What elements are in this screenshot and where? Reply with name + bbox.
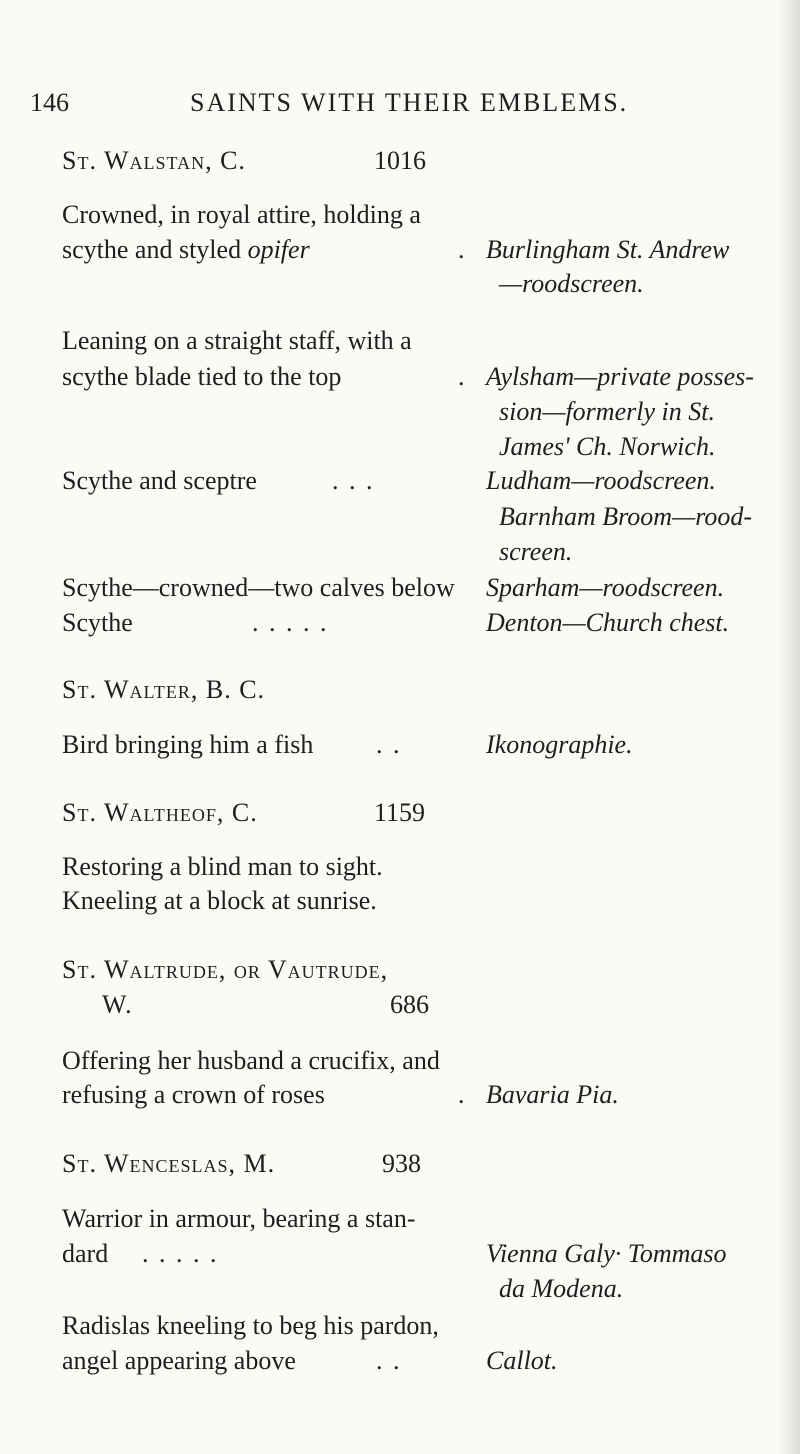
leader-dots: . [458, 235, 465, 264]
page-number: 146 [30, 88, 69, 117]
source-line: screen. [499, 537, 573, 566]
page-header [30, 88, 750, 128]
saint-year-waltheof: 1159 [374, 798, 426, 827]
emblem-line: Kneeling at a block at sunrise. [62, 886, 377, 915]
running-title: SAINTS WITH THEIR EMBLEMS. [190, 88, 629, 117]
emblem-line: Radislas kneeling to beg his pardon, [62, 1311, 439, 1340]
leader-dots: . [458, 362, 465, 391]
emblem-line: Leaning on a straight staff, with a [62, 326, 412, 355]
source-line: Aylsham—private posses- [486, 362, 754, 391]
emblem-italic-word: opifer [247, 235, 310, 264]
emblem-line: dard . . . . . [62, 1239, 219, 1268]
saint-heading-waltrude: St. Waltrude, or Vautrude, [62, 955, 389, 984]
emblem-line: refusing a crown of roses . [62, 1080, 465, 1109]
emblem-line: scythe and styled opifer . [62, 235, 465, 264]
emblem-line: Crowned, in royal attire, holding a [62, 200, 421, 229]
source-line: Barnham Broom—rood- [499, 502, 753, 531]
emblem-line: Bird bringing him a fish . . [62, 730, 402, 759]
leader-dots: . [458, 1080, 465, 1109]
leader-dots: . . . [332, 466, 375, 495]
saint-heading-walter: St. Walter, B. C. [62, 675, 266, 704]
emblem-line: angel appearing above . . [62, 1346, 402, 1375]
saint-year-waltrude: 686 [390, 990, 429, 1019]
saint-heading-waltheof: St. Waltheof, C. [62, 798, 258, 827]
source-line: James' Ch. Norwich. [499, 432, 716, 461]
source-line: Ludham—roodscreen. [486, 466, 716, 495]
page-edge-shadow [778, 0, 800, 1454]
leader-dots: . . [376, 1346, 402, 1375]
source-line: —roodscreen. [499, 269, 644, 298]
emblem-line: Scythe—crowned—two calves below [62, 573, 455, 602]
source-line: Ikonographie. [486, 730, 633, 759]
source-line: Callot. [486, 1346, 558, 1375]
source-line: Sparham—roodscreen. [486, 573, 725, 602]
emblem-line: Offering her husband a crucifix, and [62, 1046, 440, 1075]
saint-year-walstan: 1016 [374, 146, 426, 175]
source-line: sion—formerly in St. [499, 397, 715, 426]
emblem-line: Scythe . . . . . [62, 608, 329, 637]
source-line: Vienna Galy· Tommaso [486, 1239, 727, 1268]
saint-heading-waltrude-cont: W. [102, 990, 133, 1019]
emblem-line: Scythe and sceptre . . . [62, 466, 375, 495]
leader-dots: . . . . . [142, 1239, 219, 1268]
emblem-line: Warrior in armour, bearing a stan- [62, 1204, 416, 1233]
leader-dots: . . [376, 730, 402, 759]
leader-dots: . . . . . [252, 608, 329, 637]
source-line: da Modena. [499, 1274, 624, 1303]
source-line: Bavaria Pia. [486, 1080, 619, 1109]
saint-year-wenceslas: 938 [382, 1149, 421, 1178]
saint-heading-wenceslas: St. Wenceslas, M. [62, 1149, 276, 1178]
source-line: Burlingham St. Andrew [486, 235, 730, 264]
emblem-line: Restoring a blind man to sight. [62, 852, 383, 881]
source-line: Denton—Church chest. [486, 608, 730, 637]
emblem-line: scythe blade tied to the top . [62, 362, 465, 391]
saint-heading-walstan: St. Walstan, C. [62, 146, 246, 175]
